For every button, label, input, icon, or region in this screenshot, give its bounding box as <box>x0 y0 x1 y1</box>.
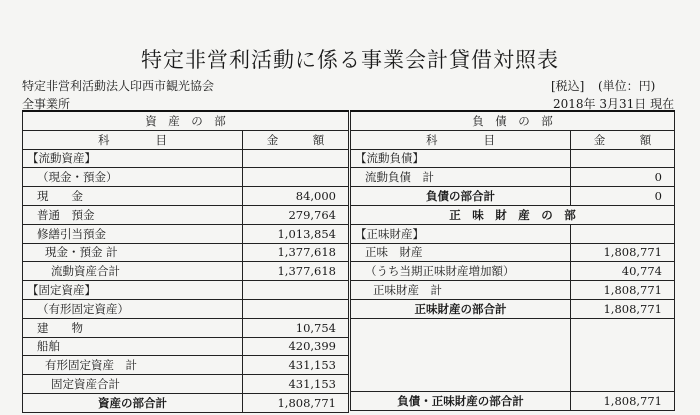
liabilities-total-amount: 0 <box>571 187 675 206</box>
date-label: 2018年 3月31日 現在 <box>553 97 675 111</box>
table-row: 現金・預金 計 1,377,618 <box>23 243 349 262</box>
table-row: 修繕引当預金 1,013,854 <box>23 224 349 243</box>
equity-total-amount: 1,808,771 <box>571 299 675 318</box>
table-row: 【流動負債】 <box>351 149 675 168</box>
table-row: 正味 財産 1,808,771 <box>351 243 675 262</box>
grand-total-row <box>351 391 675 410</box>
assets-section-header: 資 産 の 部 <box>23 111 349 130</box>
table-row: （有形固定資産） <box>23 299 349 318</box>
assets-total-amount: 1,808,771 <box>243 393 349 412</box>
table-row: 流動資産合計 1,377,618 <box>23 262 349 281</box>
table-row: 現 金 84,000 <box>23 187 349 206</box>
liabilities-total-label: 負債の部合計 <box>351 187 571 206</box>
blank-area <box>351 318 675 391</box>
unit-label: (単位：円) <box>598 79 656 93</box>
table-row: 【固定資産】 <box>23 281 349 300</box>
assets-subject-header: 科 目 <box>23 130 243 149</box>
equity-section-header: 正 味 財 産 の 部 <box>351 205 675 224</box>
assets-total-row <box>23 393 349 412</box>
table-row: （現金・預金） <box>23 168 349 187</box>
grand-total-label: 負債・正味財産の部合計 <box>351 391 571 410</box>
table-row: 正味財産 計 1,808,771 <box>351 281 675 300</box>
assets-amount-header: 金 額 <box>243 130 349 149</box>
liabilities-total-row <box>351 187 675 206</box>
tax-label: [税込] <box>551 79 585 93</box>
document-title: 特定非営利活動に係る事業会計貸借対照表 <box>141 48 559 72</box>
table-row: 普通 預金 279,764 <box>23 205 349 224</box>
liabilities-section-header: 負 債 の 部 <box>351 111 675 130</box>
equity-total-label: 正味財産の部合計 <box>351 299 571 318</box>
liabilities-equity-table <box>350 110 675 411</box>
assets-table <box>22 110 349 413</box>
table-row: 船舶 420,399 <box>23 337 349 356</box>
table-row: 建 物 10,754 <box>23 318 349 337</box>
organization-name: 特定非営利活動法人印西市観光協会 <box>22 79 215 93</box>
table-row: 流動負債 計 0 <box>351 168 675 187</box>
liabilities-subject-header: 科 目 <box>351 130 571 149</box>
table-row: 固定資産合計 431,153 <box>23 375 349 394</box>
table-row: （うち当期正味財産増加額） 40,774 <box>351 262 675 281</box>
table-row: 有形固定資産 計 431,153 <box>23 356 349 375</box>
grand-total-amount: 1,808,771 <box>571 391 675 410</box>
scope-label: 全事業所 <box>22 97 71 111</box>
table-row: 【流動資産】 <box>23 149 349 168</box>
table-row: 【正味財産】 <box>351 224 675 243</box>
assets-total-label: 資産の部合計 <box>23 393 243 412</box>
equity-total-row <box>351 299 675 318</box>
liabilities-amount-header: 金 額 <box>571 130 675 149</box>
